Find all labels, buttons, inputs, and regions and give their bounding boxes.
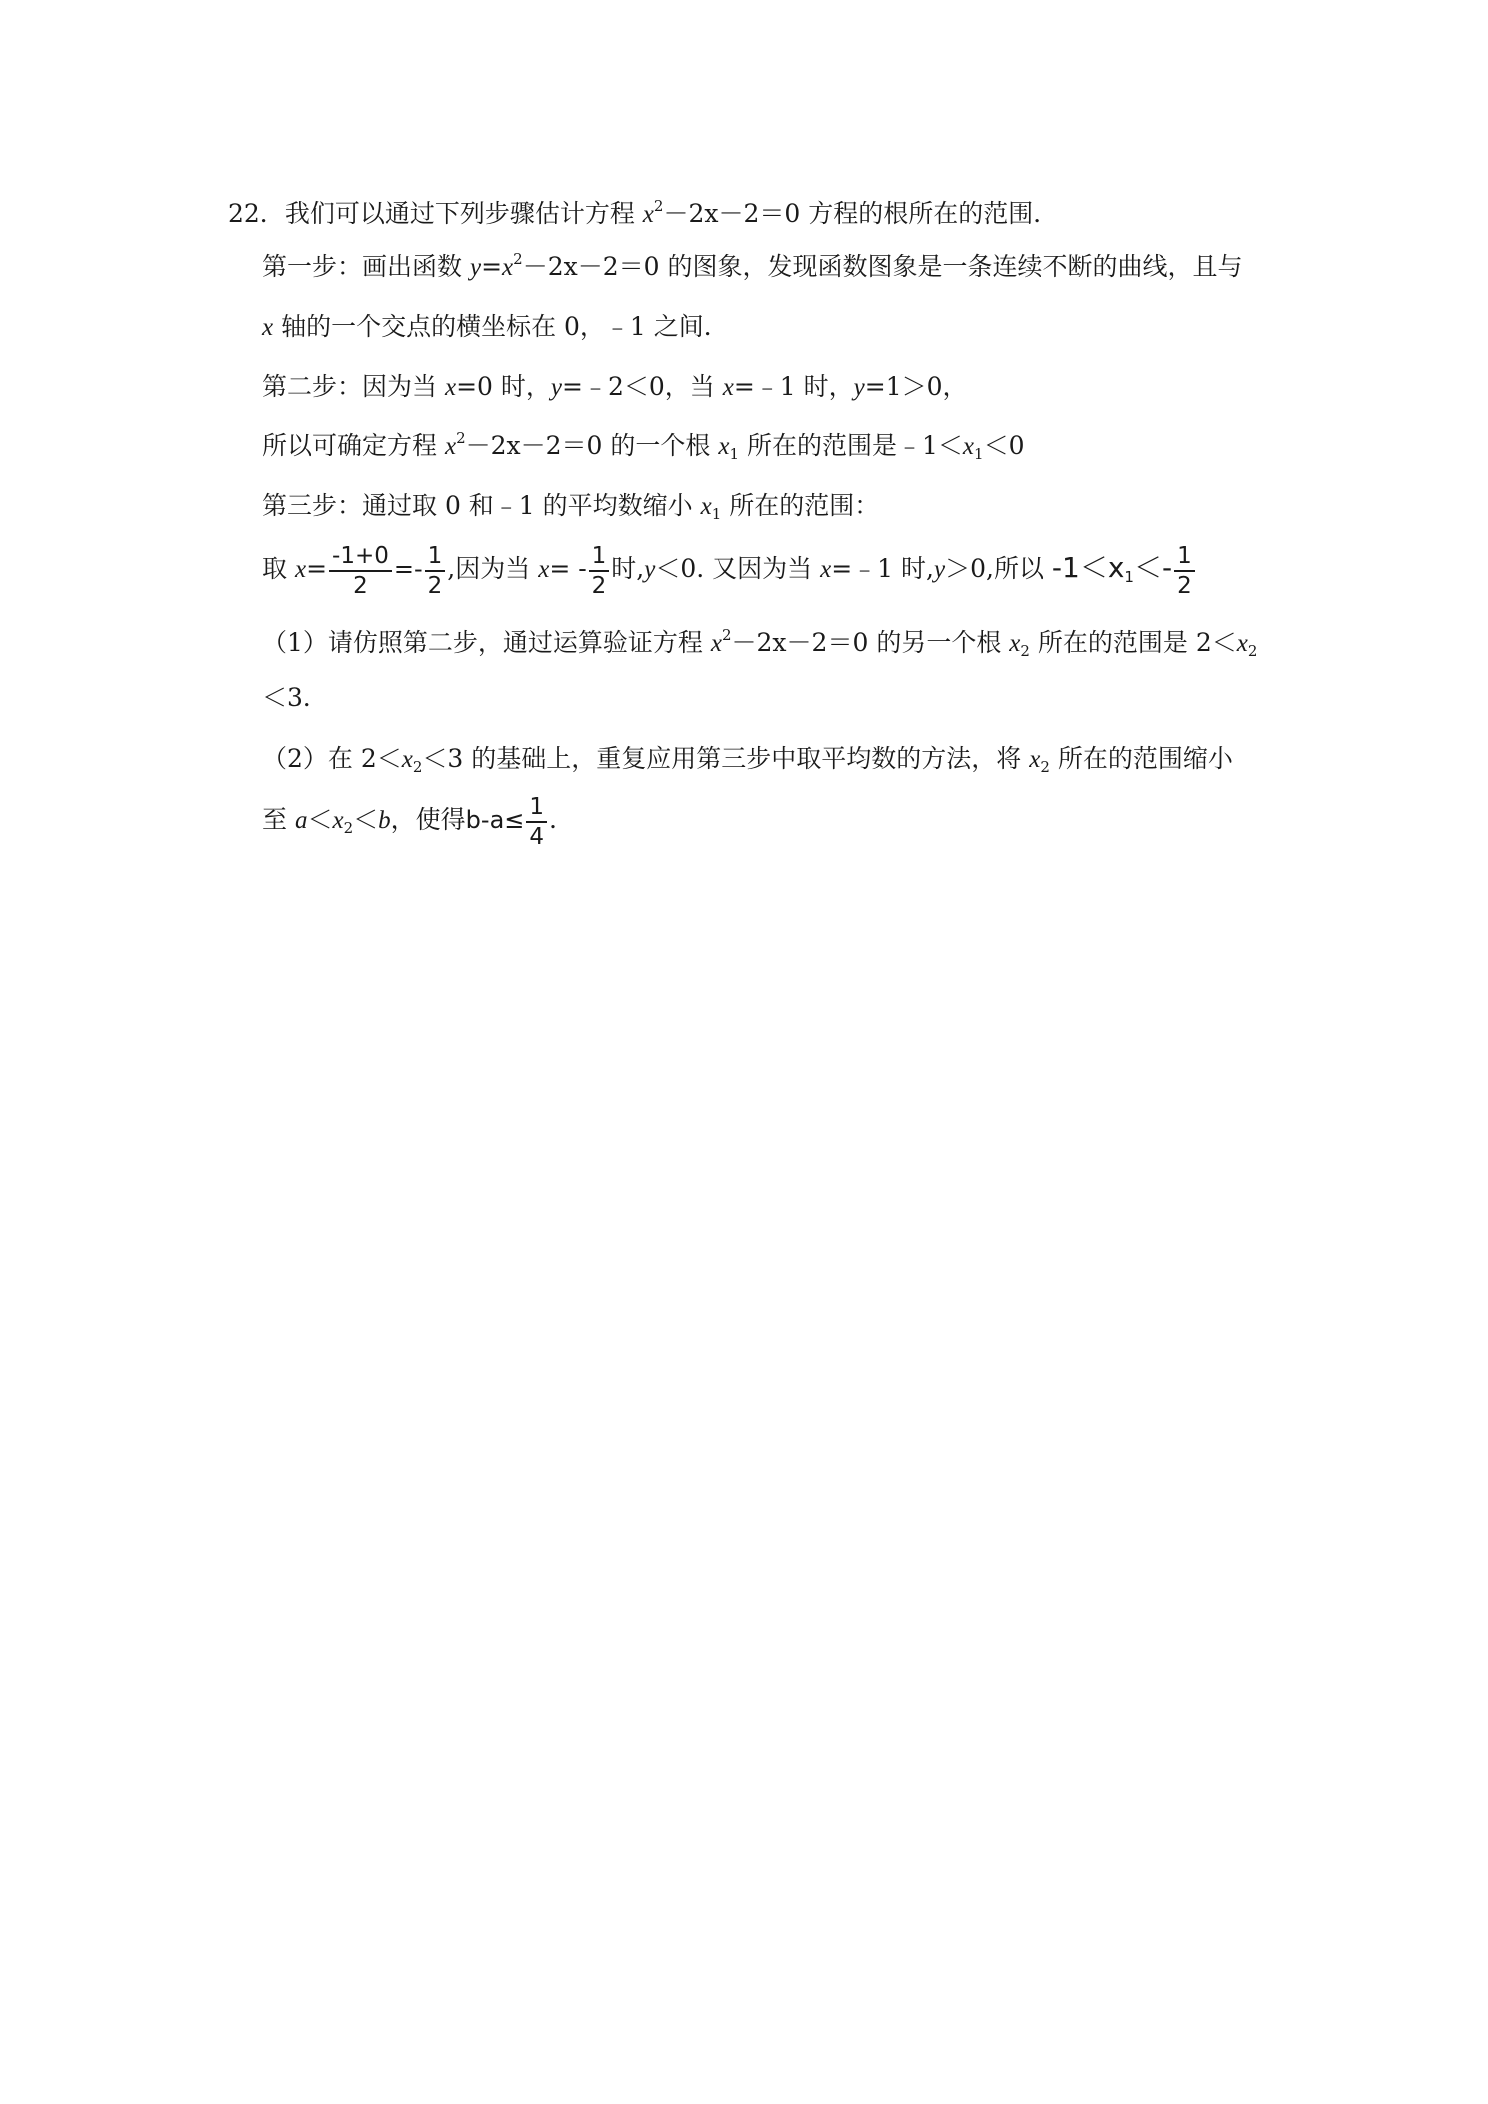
fraction-mean: $\frac{-1+0}{2}$ — [329, 543, 392, 599]
result-inequality: $-1<x_1<-$ — [1051, 551, 1173, 586]
problem-number: 22． — [228, 199, 285, 228]
step1-line2: x 轴的一个交点的横坐标在 0，﹣1 之间． — [262, 312, 729, 341]
step2-line1: 第二步：因为当 x=0 时，y=﹣2＜0，当 x=﹣1 时，y=1＞0， — [262, 372, 968, 401]
step1-line1: 第一步：画出函数 $y=x^2-2x-2=0$ 的图象，发现函数图象是一条连续不断的曲线，且与 — [262, 250, 1243, 281]
question2-line1: （2）在 $2<x_2<3$ 的基础上，重复应用第三步中取平均数的方法，将 $x_2$ 所在的范围缩小 — [262, 744, 1233, 776]
fraction-half: $\frac{1}{2}$ — [1174, 543, 1195, 599]
step2-line2: 所以可确定方程 $x^2-2x-2=0$ 的一个根 $x_1$ 所在的范围是$﹣1<x_1<0$ — [262, 429, 1025, 463]
fraction-half: $\frac{1}{2}$ — [425, 543, 446, 599]
problem-statement: 22．我们可以通过下列步骤估计方程 $x^2-2x-2=0$ 方程的根所在的范围． — [228, 197, 1059, 228]
fraction-half: $\frac{1}{2}$ — [589, 543, 610, 599]
question1-line2: ＜3． — [262, 683, 328, 712]
step3-line1: 第三步：通过取 0 和﹣1 的平均数缩小 $x_1$ 所在的范围： — [262, 491, 880, 523]
question2-line2: 至 $a<x_2<b$，使得b-a≤ $\frac{1}{4}$ . — [262, 793, 557, 850]
fraction-quarter: $\frac{1}{4}$ — [526, 794, 547, 850]
step3-line2: 取 x= $\frac{-1+0}{2}$ =- $\frac{1}{2}$ ,因为当 x= - $\frac{1}{2}$ 时,y＜0. 又因为当 x=﹣1 时,y＞0,所以 $-1<x_1<-$ $\frac{1}{2}$ — [262, 538, 1197, 600]
question1-line1: （1）请仿照第二步，通过运算验证方程 $x^2-2x-2=0$ 的另一个根 $x_2$ 所在的范围是 $2<x_2$ — [262, 626, 1258, 660]
